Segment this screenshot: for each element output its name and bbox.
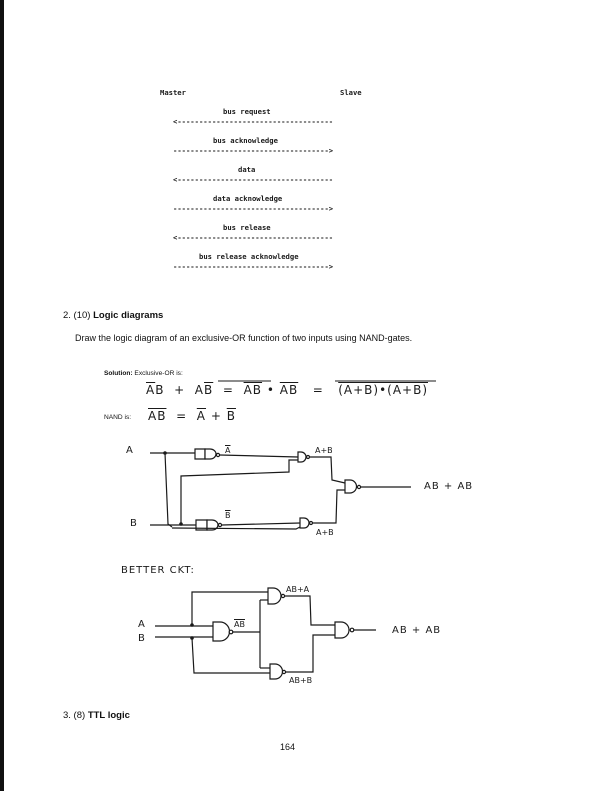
msg-bus-acknowledge: bus acknowledge xyxy=(213,136,278,145)
eq-term: $\overline{A}$ xyxy=(146,383,156,397)
page-number: 164 xyxy=(280,742,296,752)
question-title: Logic diagrams xyxy=(93,310,164,321)
nand-gate-center xyxy=(213,622,230,641)
arrow-right: ------------------------------------> xyxy=(173,262,334,271)
diagram2-output-label: AB + AB xyxy=(392,625,442,636)
question-number: 2. (10) xyxy=(63,310,91,321)
eq-term: $\overline{AB}$ xyxy=(148,409,167,423)
arrow-right: ------------------------------------> xyxy=(173,204,334,213)
not-a-label: $\overline{A}$ xyxy=(225,446,231,455)
inversion-bubble xyxy=(282,670,285,673)
wire xyxy=(286,635,335,672)
eq-op: = xyxy=(312,383,324,397)
nand-gate-bottom xyxy=(270,664,283,679)
bottom-out-label: A+B xyxy=(316,528,334,537)
msg-bus-release-acknowledge: bus release acknowledge xyxy=(199,252,299,261)
msg-data-acknowledge: data acknowledge xyxy=(213,194,283,203)
input-b-label: B xyxy=(138,633,146,644)
question-number: 3. (8) xyxy=(63,710,86,721)
input-a-label: A xyxy=(138,619,146,630)
eq-term: $\overline{AB}$ xyxy=(279,383,299,397)
nand-gate-top xyxy=(268,588,281,604)
not-b-label: $\overline{B}$ xyxy=(225,511,231,520)
master-label: Master xyxy=(160,88,186,97)
inversion-bubble xyxy=(350,628,354,632)
eq-term: $\overline{B}$ xyxy=(204,383,214,397)
msg-bus-release: bus release xyxy=(223,223,271,232)
question-prompt: Draw the logic diagram of an exclusive-OR function of two inputs using NAND-gates. xyxy=(75,333,413,343)
arrow-left: <------------------------------------ xyxy=(173,117,334,126)
msg-data: data xyxy=(238,165,256,174)
eq-op: = xyxy=(176,409,188,423)
inversion-bubble xyxy=(281,594,284,597)
eq-op: + xyxy=(210,409,222,423)
wire xyxy=(192,638,270,673)
slave-label: Slave xyxy=(340,88,362,97)
eq-op: • xyxy=(266,383,275,397)
eq-term: $\overline{B}$ xyxy=(226,409,236,423)
bottom-out-label: AB+B xyxy=(289,676,313,685)
wire xyxy=(285,596,335,625)
question-title: TTL logic xyxy=(87,710,130,721)
inversion-bubble xyxy=(229,630,233,634)
better-circuit-label: BETTER CKT: xyxy=(121,565,195,576)
eq-term: B xyxy=(155,383,165,397)
eq-term: (A+B)•(A+B) xyxy=(338,383,428,397)
diagram1-output-label: AB + AB xyxy=(424,481,474,492)
nand-ab-label: $\overline{AB}$ xyxy=(234,620,245,629)
eq-op: = xyxy=(222,383,234,397)
question-3-heading xyxy=(63,710,130,721)
arrow-right: ------------------------------------> xyxy=(173,146,334,155)
solution-label: Solution: xyxy=(104,370,133,377)
eq-term: A xyxy=(194,383,205,397)
arrow-left: <------------------------------------ xyxy=(173,175,334,184)
nand-gate-output xyxy=(335,622,349,638)
msg-bus-request: bus request xyxy=(223,107,271,116)
eq-term: $\overline{A}$ xyxy=(196,409,207,423)
nand-label: NAND is: xyxy=(104,414,132,421)
solution-intro: Exclusive-OR is: xyxy=(134,370,183,377)
arrow-left: <------------------------------------ xyxy=(173,233,334,242)
input-b-label: B xyxy=(130,518,138,529)
input-a-label: A xyxy=(126,445,134,456)
eq-term: $\overline{AB}$ xyxy=(243,383,263,397)
top-out-label: A+B xyxy=(315,446,333,455)
top-out-label: AB+A xyxy=(286,585,310,594)
eq-op: + xyxy=(174,383,186,397)
wire xyxy=(192,592,268,625)
